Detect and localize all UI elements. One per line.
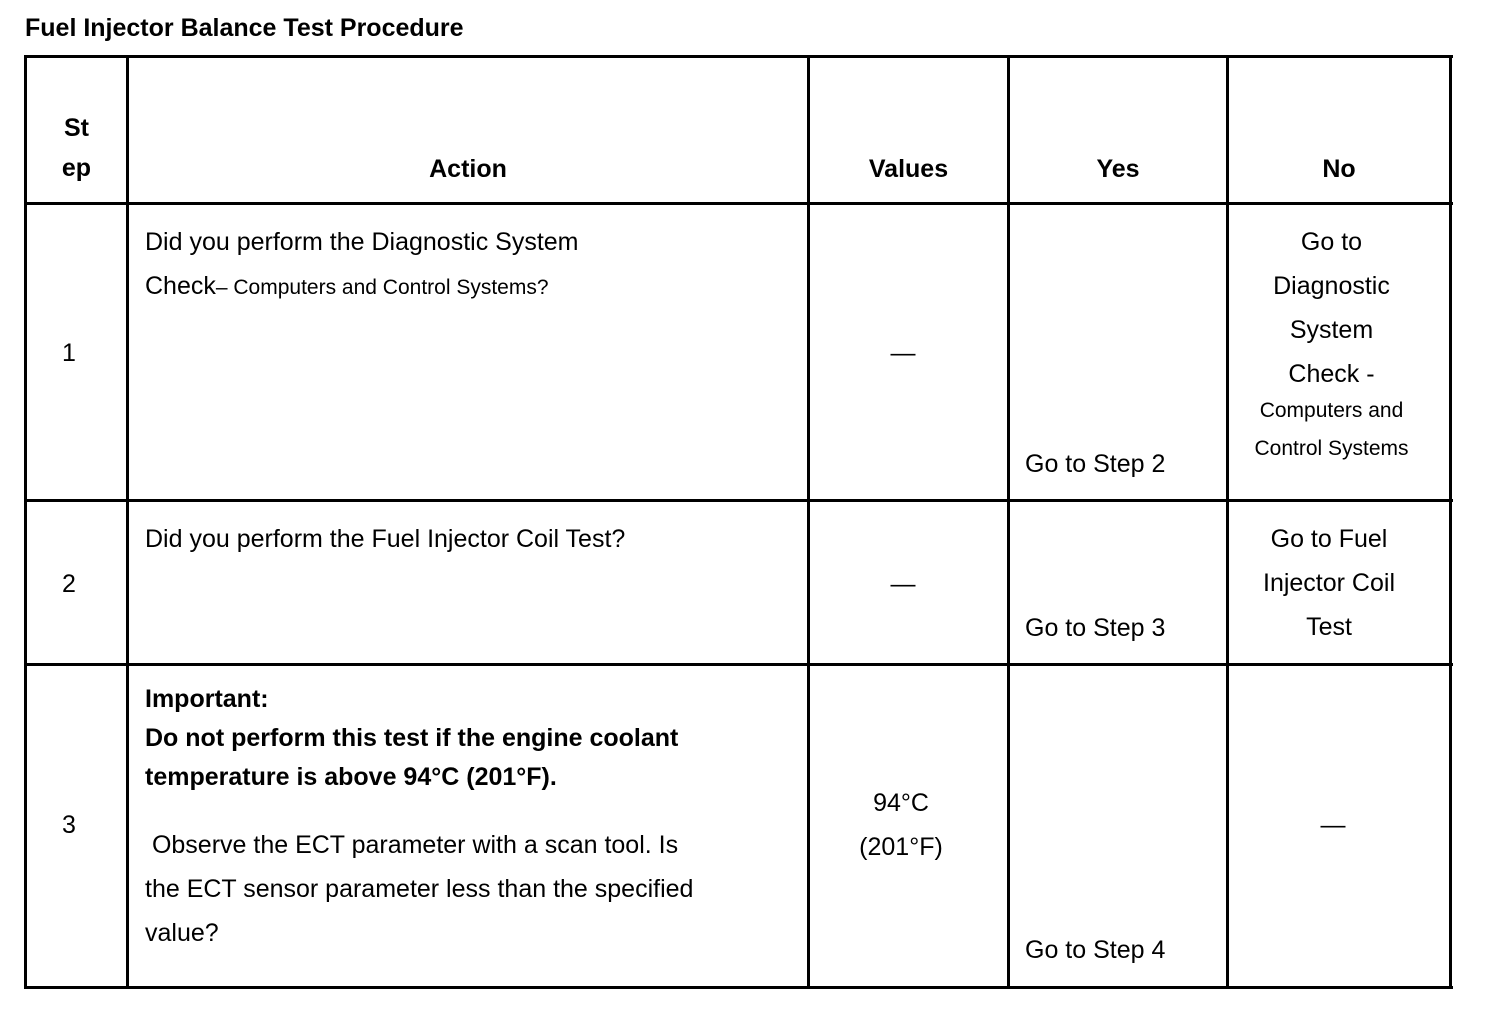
row1-no bbox=[1229, 220, 1434, 468]
row1-yes: Go to Step 2 bbox=[1025, 450, 1166, 478]
row1-action-link-text: – Computers and Control Systems? bbox=[215, 276, 549, 299]
row3-important-label: Important: bbox=[145, 685, 269, 713]
row3-no: — bbox=[1320, 811, 1346, 839]
header-action: Action bbox=[429, 155, 507, 183]
row3-step: 3 bbox=[62, 811, 76, 839]
row2-action: Did you perform the Fuel Injector Coil Test? bbox=[145, 525, 626, 553]
table-border-right bbox=[1449, 55, 1452, 989]
row3-value-line2: (201°F) bbox=[859, 833, 943, 861]
table-border-top bbox=[24, 55, 1453, 58]
row-divider-1 bbox=[24, 499, 1453, 502]
row3-action-line2: the ECT sensor parameter less than the specified bbox=[145, 875, 694, 903]
row2-no-line2: Injector Coil bbox=[1263, 569, 1395, 597]
header-step bbox=[27, 108, 126, 188]
row1-no-line6: Control Systems bbox=[1254, 437, 1409, 460]
header-step-line1: St bbox=[64, 114, 89, 142]
column-divider-1 bbox=[126, 55, 129, 989]
row3-action-line3: value? bbox=[145, 919, 219, 947]
header-yes: Yes bbox=[1096, 155, 1140, 183]
header-divider bbox=[24, 202, 1453, 205]
row1-no-line2: Diagnostic bbox=[1273, 272, 1390, 300]
row1-no-line1: Go to bbox=[1300, 228, 1363, 256]
row2-yes: Go to Step 3 bbox=[1025, 614, 1166, 642]
row1-action-line2 bbox=[145, 264, 805, 310]
row3-value bbox=[810, 781, 992, 869]
row1-action-line1: Did you perform the Diagnostic System bbox=[145, 228, 579, 256]
row1-action-check: Check bbox=[145, 272, 216, 300]
header-no: No bbox=[1322, 155, 1356, 183]
row2-no-line1: Go to Fuel bbox=[1270, 525, 1388, 553]
table-border-left bbox=[24, 55, 27, 989]
row3-value-line1: 94°C bbox=[873, 789, 929, 817]
row1-step: 1 bbox=[62, 339, 76, 367]
row1-no-line3: System bbox=[1289, 316, 1374, 344]
row2-value: — bbox=[890, 570, 916, 598]
row1-action bbox=[145, 220, 805, 310]
row1-no-line5: Computers and bbox=[1259, 399, 1404, 422]
row2-no bbox=[1229, 517, 1429, 649]
row2-no-line3: Test bbox=[1306, 613, 1352, 641]
row-divider-2 bbox=[24, 663, 1453, 666]
row3-important-line2: temperature is above 94°C (201°F). bbox=[145, 763, 557, 791]
row1-no-line4: Check - bbox=[1288, 360, 1375, 388]
row3-important-line1: Do not perform this test if the engine coolant bbox=[145, 724, 679, 752]
row3-action bbox=[145, 680, 805, 955]
row3-action-line1: Observe the ECT parameter with a scan tool. Is bbox=[145, 831, 679, 859]
row3-yes: Go to Step 4 bbox=[1025, 936, 1166, 964]
table-border-bottom bbox=[24, 986, 1453, 989]
row3-spacer bbox=[145, 797, 805, 823]
page-title: Fuel Injector Balance Test Procedure bbox=[25, 14, 464, 42]
row1-value: — bbox=[890, 339, 916, 367]
header-values: Values bbox=[868, 155, 949, 183]
header-step-line2: ep bbox=[61, 154, 92, 182]
row2-step: 2 bbox=[62, 570, 76, 598]
column-divider-3 bbox=[1007, 55, 1010, 989]
